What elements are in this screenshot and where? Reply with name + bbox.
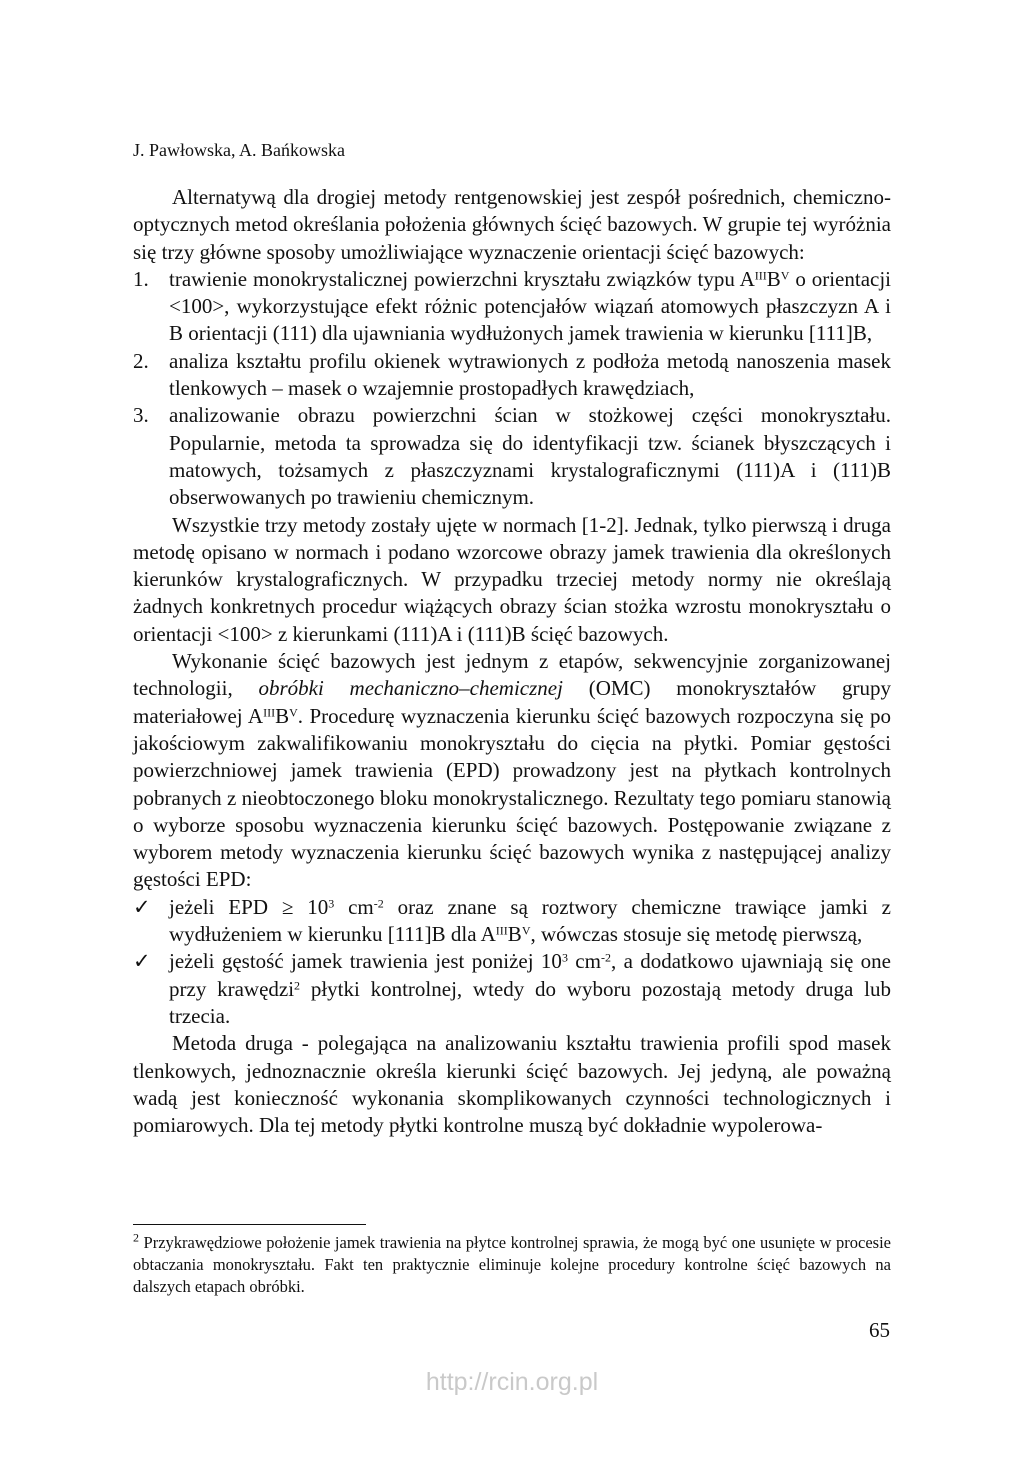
list-item: 1. trawienie monokrystalicznej powierzchni kryształu związków typu $A^{III}B^V$ o orientacji <100>, wykorzystujące efekt różnic potencjałów wiązań atomowych płaszczyzn A i B orientacji (111) dla ujawniania wydłużonych jamek trawienia w kierunku [111]B, bbox=[133, 266, 892, 346]
footnote-mark: 2 bbox=[133, 1230, 139, 1245]
checkmark-icon: ✓ bbox=[133, 949, 151, 974]
paragraph-norms: Wszystkie trzy metody zostały ujęte w normach [1-2]. Jednak, tylko pierwszą i druga metodę opisano w normach i podano wzorcowe obrazy jamek trawienia dla określonych kierunków krystalograficznych. W przypadku trzeciej metody normy nie określają żadnych konkretnych procedur wiążących obrazy ścian stożka wzrostu monokryształu o orientacji <100> z kierunkami (111)A i (111)B ścięć bazowych. bbox=[133, 512, 891, 646]
list-number: 1. bbox=[133, 266, 149, 291]
body-text bbox=[133, 184, 891, 1139]
list-number: 3. bbox=[133, 403, 149, 428]
footnote: $^2$ Przykrawędziowe położenie jamek trawienia na płytce kontrolnej sprawia, że mogą być one usunięte w procesie obtaczania monokryształu. Fakt ten praktycznie eliminuje kolejne procedury kontrolne ścięć bazowych na dalszych etapach obróbki. bbox=[133, 1230, 891, 1296]
paragraph-method-two: Metoda druga - polegająca na analizowaniu kształtu trawienia profili spod masek tlenkowych, jednoznacznie określa kierunki ścięć bazowych. Jej jedyną, ale poważną wadą jest konieczność wykonania skomplikowanych czynności technologicznych i pomiarowych. Dla tej metody płytki kontrolne muszą być dokładnie wypolerowa- bbox=[133, 1031, 891, 1138]
methods-list bbox=[133, 266, 891, 512]
list-item: 2. analiza kształtu profilu okienek wytrawionych z podłoża metodą nanoszenia masek tlenkowych – masek o wzajemnie prostopadłych krawędziach, bbox=[133, 348, 891, 401]
footnote-divider bbox=[133, 1224, 366, 1225]
running-header: J. Pawłowska, A. Bańkowska bbox=[133, 140, 345, 160]
epd-checklist bbox=[133, 894, 891, 1030]
check-item: ✓ jeżeli EPD ≥ $10^3$ $cm^{-2}$ oraz znane są roztwory chemiczne trawiące jamki z wydłużeniem w kierunku [111]B dla $A^{III}B^V$, wówczas stosuje się metodę pierwszą, bbox=[133, 894, 891, 947]
check-item: ✓ jeżeli gęstość jamek trawienia jest poniżej $10^3$ $cm^{-2}$, a dodatkowo ujawniają się one przy krawędzi$^2$ płytki kontrolnej, wtedy do wyboru pozostają metody druga lub trzecia. bbox=[133, 949, 892, 1028]
paragraph-intro: Alternatywą dla drogiej metody rentgenowskiej jest zespół pośrednich, chemiczno-optycznych metod określania położenia głównych ścięć bazowych. W grupie tej wyróżnia się trzy główne sposoby umożliwiające wyznaczenie orientacji ścięć bazowych: bbox=[133, 185, 891, 264]
checkmark-icon: ✓ bbox=[133, 894, 151, 919]
watermark-url: http://rcin.org.pl bbox=[425, 1368, 599, 1396]
list-item: 3. analizowanie obrazu powierzchni ścian w stożkowej części monokryształu. Popularnie, metoda ta sprowadza się do identyfikacji tzw. ścianek błyszczących i matowych, tożsamych z płaszczyznami krystalograficznymi (111)A i (111)B obserwowanych po trawieniu chemicznym. bbox=[133, 403, 891, 510]
page-number: 65 bbox=[869, 1318, 890, 1342]
list-number: 2. bbox=[133, 348, 149, 373]
paragraph-omc: Wykonanie ścięć bazowych jest jednym z etapów, sekwencyjnie zorganizowanej technologii, obróbki mechaniczno–chemicznej (OMC) monokryształów grupy materiałowej $A^{III}B^V$. Procedurę wyznaczenia kierunku ścięć bazowych rozpoczyna się po jakościowym zakwalifikowaniu monokryształu do cięcia na płytki. Pomiar gęstości powierzchniowej jamek trawienia (EPD) prowadzony jest na płytkach kontrolnych pobranych z nieobtoczonego bloku monokrystalicznego. Rezultaty tego pomiaru stanowią o wyborze sposobu wyznaczenia kierunku ścięć bazowych. Postępowanie związane z wyborem metody wyznaczenia kierunku ścięć bazowych wynika z następującej analizy gęstości EPD: bbox=[133, 649, 892, 892]
